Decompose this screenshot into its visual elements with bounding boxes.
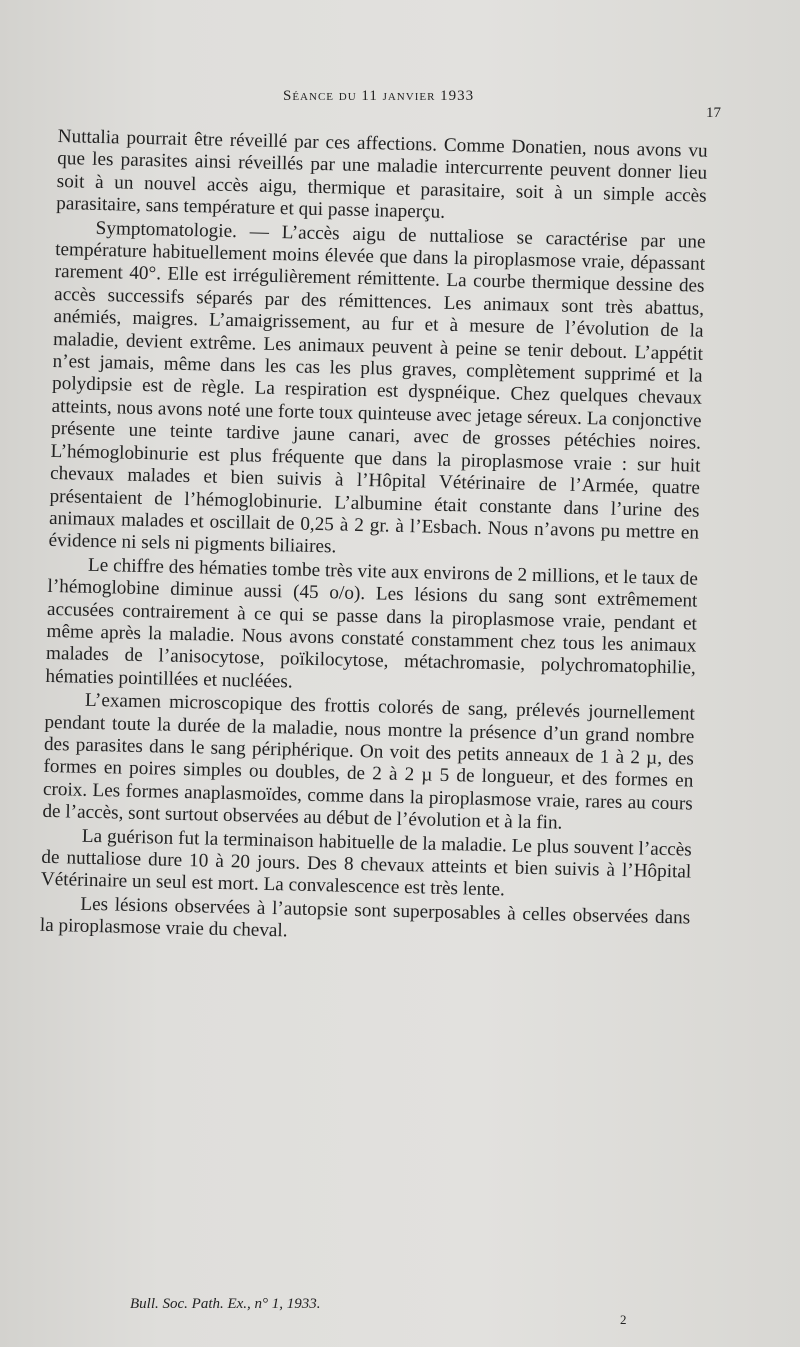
running-title: Séance du 11 janvier 1933 — [283, 88, 475, 104]
paragraph: Nuttalia pourrait être réveillé par ces affections. Comme Donatien, nous avons vu que les parasites ainsi réveillés par une maladie intercurrente peuvent donner lieu soit à un nouvel accès aigu, thermique et parasitaire, soit à un simple accès parasitaire, sans température et qui passe inaperçu. — [55, 126, 708, 224]
paragraph: Les lésions observées à l’autopsie sont superposables à celles observées dans la piroplasmose vraie du cheval. — [39, 893, 691, 942]
page-number: 17 — [706, 105, 721, 121]
journal-citation: Bull. Soc. Path. Ex., n° 1, 1933. — [130, 1296, 321, 1312]
paragraph: Le chiffre des hématies tombe très vite aux environs de 2 millions, et le taux de l’hémoglobine diminue aussi (45 o/o). Les lésions du sang sont extrêmement accusées contrairement à ce qui se passe dans la piroplasmose vraie, pendant et même après la maladie. Nous avons constaté constamment chez tous les animaux malades de l’anisocytose, poïkilocytose, métachromasie, polychromatophilie, hématies pointillées et nucléées. — [45, 554, 699, 693]
body-text — [40, 126, 708, 952]
paragraph: La guérison fut la terminaison habituelle de la maladie. Le plus souvent l’accès de nuttaliose dure 10 à 20 jours. Des 8 chevaux atteints et bien suivis à l’Hôpital Vétérinaire un seul est mort. La convalescence est très lente. — [40, 825, 692, 901]
sheet-number: 2 — [620, 1312, 627, 1327]
paragraph: L’examen microscopique des frottis colorés de sang, prélevés journellement pendant toute la durée de la maladie, nous montre la présence d’un grand nombre des parasites dans le sang périphérique. On voit des petits anneaux de 1 à 2 µ, des formes en poires simples ou doubles, de 2 à 2 µ 5 de longueur, et des formes en croix. Les formes anaplasmoïdes, comme dans la piroplasmose vraie, rares au cours de l’accès, sont surtout observées au début de l’évolution et à la fin. — [42, 689, 696, 834]
paragraph: Symptomatologie. — L’accès aigu de nuttaliose se caractérise par une température habituellement moins élevée que dans la piroplasmose vraie, dépassant rarement 40°. Elle est irrégulièrement rémittente. La courbe thermique dessine des accès successifs séparés par des rémittences. Les animaux sont très abattus, anémiés, maigres. L’amaigrissement, au fur et à mesure de l’évolution de la maladie, devient extrême. Les animaux peuvent à peine se tenir debout. L’appétit n’est jamais, même dans les cas les plus graves, complètement supprimé et la polydipsie est de règle. La respiration est dyspnéique. Chez quelques chevaux atteints, nous avons noté une forte toux quinteuse avec jetage séreux. La conjonctive présente une teinte tardive jaune canari, avec de grosses pétéchies noires. L’hémoglobinurie est plus fréquente que dans la piroplasmose vraie : sur huit chevaux malades et bien suivis à l’Hôpital Vétérinaire de l’Armée, quatre présentaient de l’hémoglobinurie. L’albumine était constante dans l’urine des animaux malades et oscillait de 0,25 à 2 gr. à l’Esbach. Nous n’avons pu mettre en évidence ni sels ni pigments biliaires. — [48, 217, 706, 558]
